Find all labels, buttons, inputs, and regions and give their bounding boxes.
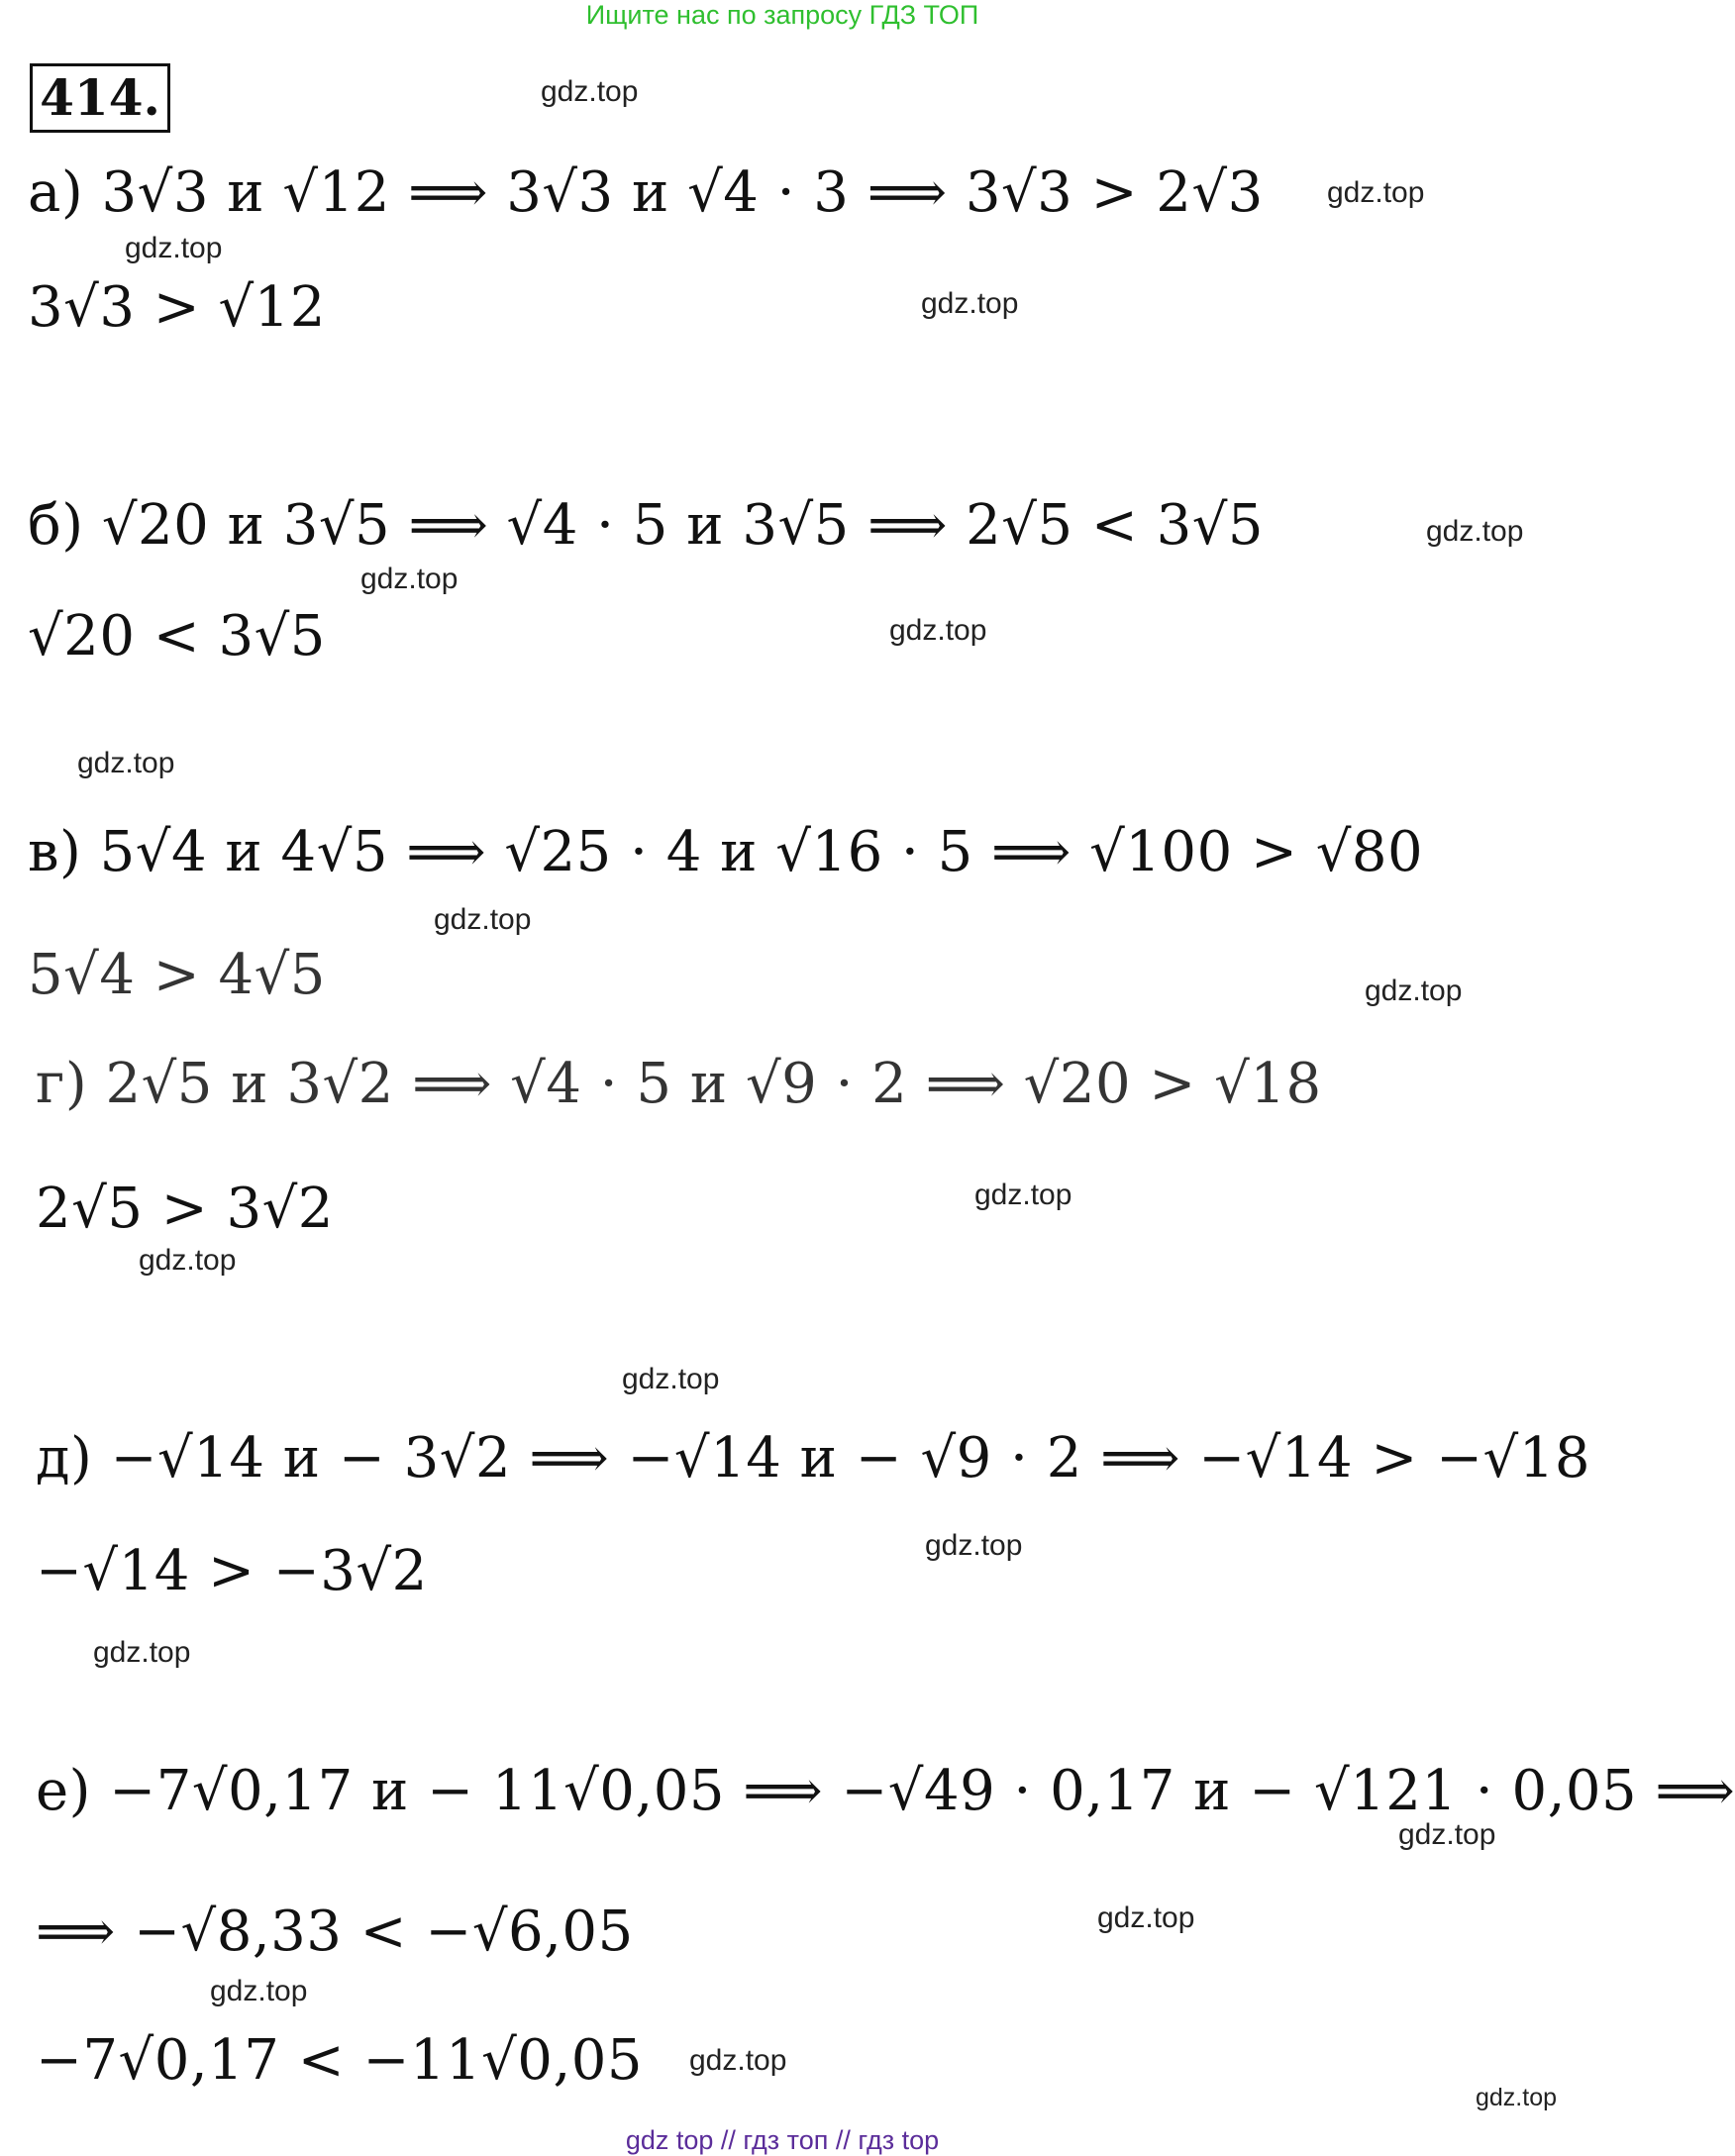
line-b-1: б) √20 и 3√5 ⟹ √4 · 5 и 3√5 ⟹ 2√5 < 3√5	[28, 493, 1265, 558]
watermark: gdz.top	[1327, 176, 1425, 209]
watermark: gdz.top	[974, 1179, 1072, 1211]
watermark: gdz.top	[125, 232, 223, 264]
watermark: gdz.top	[925, 1529, 1023, 1562]
watermark: gdz.top	[93, 1636, 191, 1669]
line-d-1: д) −√14 и − 3√2 ⟹ −√14 и − √9 · 2 ⟹ −√14 > −√18	[36, 1426, 1590, 1490]
line-g-2: 2√5 > 3√2	[36, 1177, 334, 1241]
watermark: gdz.top	[434, 903, 532, 936]
line-a-2: 3√3 > √12	[28, 275, 326, 340]
watermark: gdz.top	[1398, 1818, 1496, 1851]
line-e-2: ⟹ −√8,33 < −√6,05	[36, 1899, 634, 1964]
watermark: gdz.top	[210, 1975, 308, 2007]
watermark: gdz.top	[541, 75, 639, 108]
line-d-2: −√14 > −3√2	[36, 1539, 428, 1603]
watermark: gdz.top	[77, 747, 175, 779]
line-e-1: е) −7√0,17 и − 11√0,05 ⟹ −√49 · 0,17 и − √121 · 0,05 ⟹	[36, 1759, 1735, 1823]
watermark: gdz.top	[889, 614, 987, 647]
footer-links: gdz top // гдз топ // гдз top	[625, 2125, 940, 2155]
watermark: gdz.top	[921, 287, 1019, 320]
watermark: gdz.top	[1365, 975, 1463, 1007]
watermark: gdz.top	[622, 1363, 720, 1395]
line-e-3: −7√0,17 < −11√0,05	[36, 2028, 643, 2093]
line-b-2: √20 < 3√5	[28, 604, 326, 668]
watermark: gdz.top	[360, 563, 459, 595]
watermark: gdz.top	[1426, 515, 1524, 548]
watermark: gdz.top	[689, 2044, 787, 2077]
line-v-2: 5√4 > 4√5	[28, 943, 326, 1007]
line-g-1: г) 2√5 и 3√2 ⟹ √4 · 5 и √9 · 2 ⟹ √20 > √18	[36, 1052, 1322, 1116]
watermark: gdz.top	[139, 1244, 237, 1277]
line-v-1: в) 5√4 и 4√5 ⟹ √25 · 4 и √16 · 5 ⟹ √100 > √80	[28, 820, 1424, 884]
line-a-1: а) 3√3 и √12 ⟹ 3√3 и √4 · 3 ⟹ 3√3 > 2√3	[28, 160, 1264, 225]
problem-number: 414.	[30, 63, 170, 133]
watermark: gdz.top	[1097, 1901, 1195, 1934]
watermark: gdz.top	[1476, 2084, 1558, 2111]
search-banner: Ищите нас по запросу ГДЗ ТОП	[585, 0, 979, 30]
